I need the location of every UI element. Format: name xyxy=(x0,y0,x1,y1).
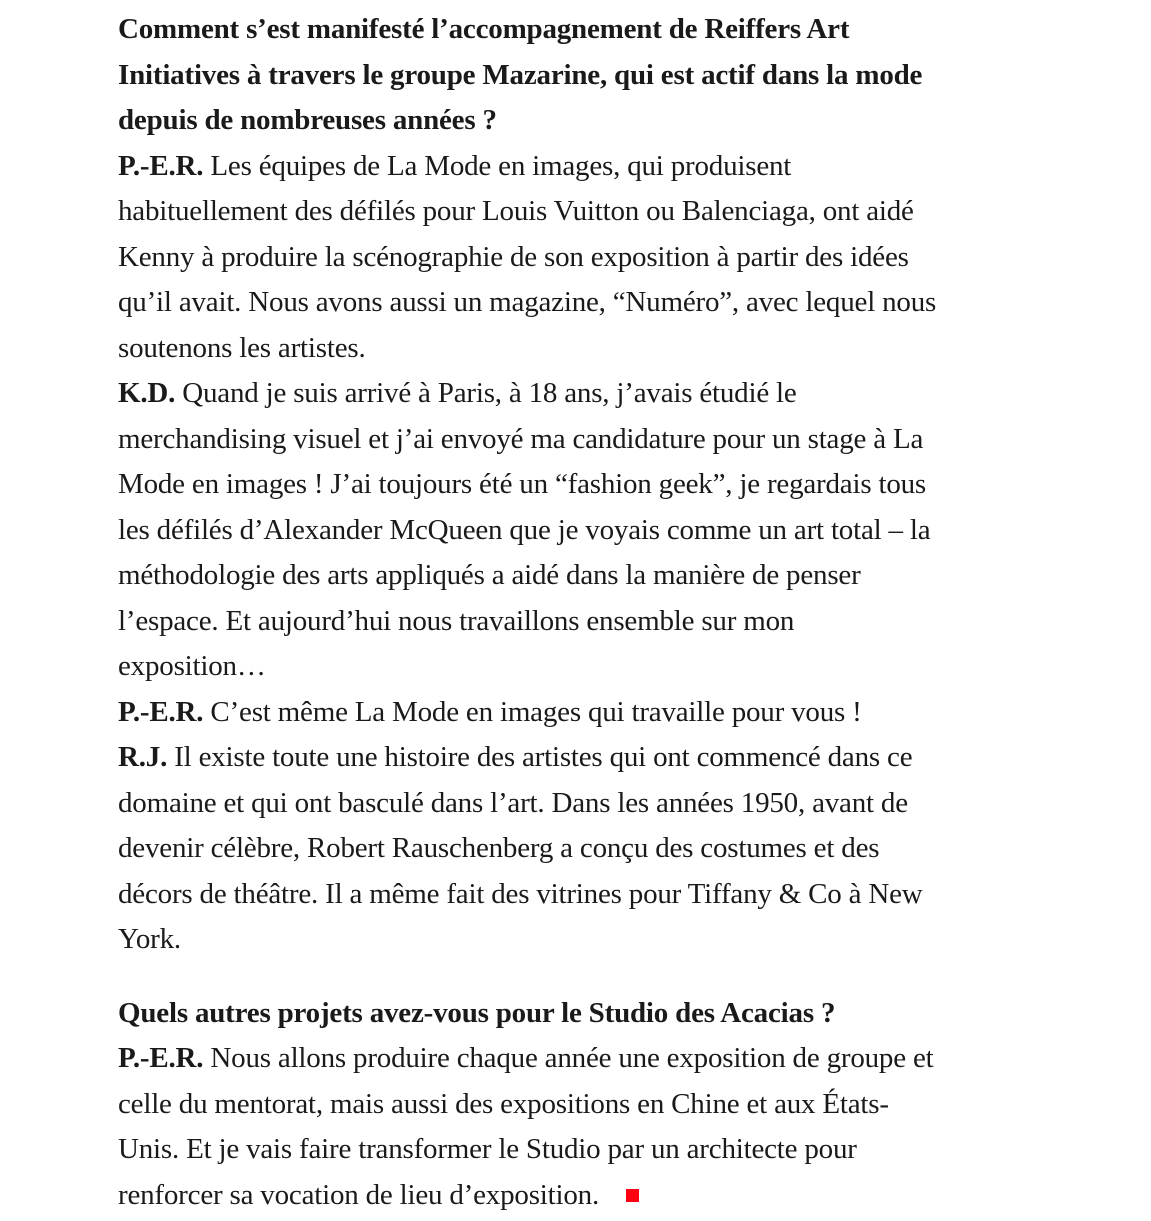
text-line xyxy=(118,462,1028,508)
answer-text: celle du mentorat, mais aussi des expositions en Chine et aux États- xyxy=(118,1087,889,1120)
text-line xyxy=(118,917,1028,963)
speaker-label: P.-E.R. xyxy=(118,1042,204,1074)
text-line xyxy=(118,781,1028,827)
text-line xyxy=(118,872,1028,918)
interview-answer xyxy=(118,144,1028,372)
text-line xyxy=(118,326,1028,372)
answer-text: Les équipes de La Mode en images, qui produisent xyxy=(210,149,792,182)
text-line xyxy=(118,1127,1028,1173)
text-line xyxy=(118,1173,1028,1219)
article-end-mark-red-square xyxy=(626,1189,639,1202)
text-line xyxy=(118,189,1028,235)
speaker-label: P.-E.R. xyxy=(118,695,204,728)
answer-text: méthodologie des arts appliqués a aidé dans la manière de penser xyxy=(118,559,861,591)
answer-text: Unis. Et je vais faire transformer le Studio par un architecte pour xyxy=(118,1133,857,1165)
answer-text: Quand je suis arrivé à Paris, à 18 ans, j’avais étudié le xyxy=(182,377,797,409)
interview-answer xyxy=(118,735,1028,963)
interview-answer xyxy=(118,690,1028,736)
answer-text: Mode en images ! J’ai toujours été un “fashion geek”, je regardais tous xyxy=(118,468,927,500)
answer-text: décors de théâtre. Il a même fait des vitrines pour Tiffany & Co à New xyxy=(118,877,923,910)
answer-text: renforcer sa vocation de lieu d’exposition. xyxy=(118,1178,600,1211)
answer-text: C’est même La Mode en images qui travaille pour vous ! xyxy=(210,695,862,728)
text-line xyxy=(118,1036,1028,1082)
answer-text: domaine et qui ont basculé dans l’art. Dans les années 1950, avant de xyxy=(118,786,908,819)
interview-question xyxy=(118,991,1028,1037)
speaker-label: K.D. xyxy=(118,377,176,409)
question-text: depuis de nombreuses années ? xyxy=(118,104,497,136)
text-line xyxy=(118,144,1028,190)
answer-text: soutenons les artistes. xyxy=(118,331,366,364)
text-line xyxy=(118,235,1028,281)
speaker-label: P.-E.R. xyxy=(118,149,204,182)
text-line xyxy=(118,7,1028,53)
answer-text: Il existe toute une histoire des artistes qui ont commencé dans ce xyxy=(174,741,913,773)
question-text: Comment s’est manifesté l’accompagnement de Reiffers Art xyxy=(118,13,850,45)
answer-text: les défilés d’Alexander McQueen que je voyais comme un art total – la xyxy=(118,513,931,546)
answer-text: merchandising visuel et j’ai envoyé ma candidature pour un stage à La xyxy=(118,422,924,455)
text-line xyxy=(118,991,1028,1037)
text-line xyxy=(118,553,1028,599)
answer-text: habituellement des défilés pour Louis Vuitton ou Balenciaga, ont aidé xyxy=(118,195,914,227)
text-line xyxy=(118,417,1028,463)
speaker-label: R.J. xyxy=(118,741,168,773)
text-line xyxy=(118,98,1028,144)
text-line xyxy=(118,53,1028,99)
interview-answer xyxy=(118,371,1028,690)
answer-text: qu’il avait. Nous avons aussi un magazine, “Numéro”, avec lequel nous xyxy=(118,286,937,318)
answer-text: Kenny à produire la scénographie de son exposition à partir des idées xyxy=(118,240,909,273)
answer-text: exposition… xyxy=(118,650,266,682)
text-line xyxy=(118,690,1028,736)
article-text-column xyxy=(118,7,1028,1218)
text-line xyxy=(118,599,1028,645)
text-line xyxy=(118,371,1028,417)
question-text: Initiatives à travers le groupe Mazarine, qui est actif dans la mode xyxy=(118,58,923,91)
interview-answer xyxy=(118,1036,1028,1218)
text-line xyxy=(118,826,1028,872)
text-line xyxy=(118,735,1028,781)
answer-text: devenir célèbre, Robert Rauschenberg a conçu des costumes et des xyxy=(118,832,880,864)
text-line xyxy=(118,508,1028,554)
answer-text: l’espace. Et aujourd’hui nous travaillons ensemble sur mon xyxy=(118,604,795,637)
interview-question xyxy=(118,7,1028,144)
text-line xyxy=(118,1082,1028,1128)
text-line xyxy=(118,280,1028,326)
question-text: Quels autres projets avez-vous pour le Studio des Acacias ? xyxy=(118,996,836,1029)
answer-text: Nous allons produire chaque année une exposition de groupe et xyxy=(210,1042,934,1074)
text-line xyxy=(118,644,1028,690)
answer-text: York. xyxy=(118,923,181,955)
